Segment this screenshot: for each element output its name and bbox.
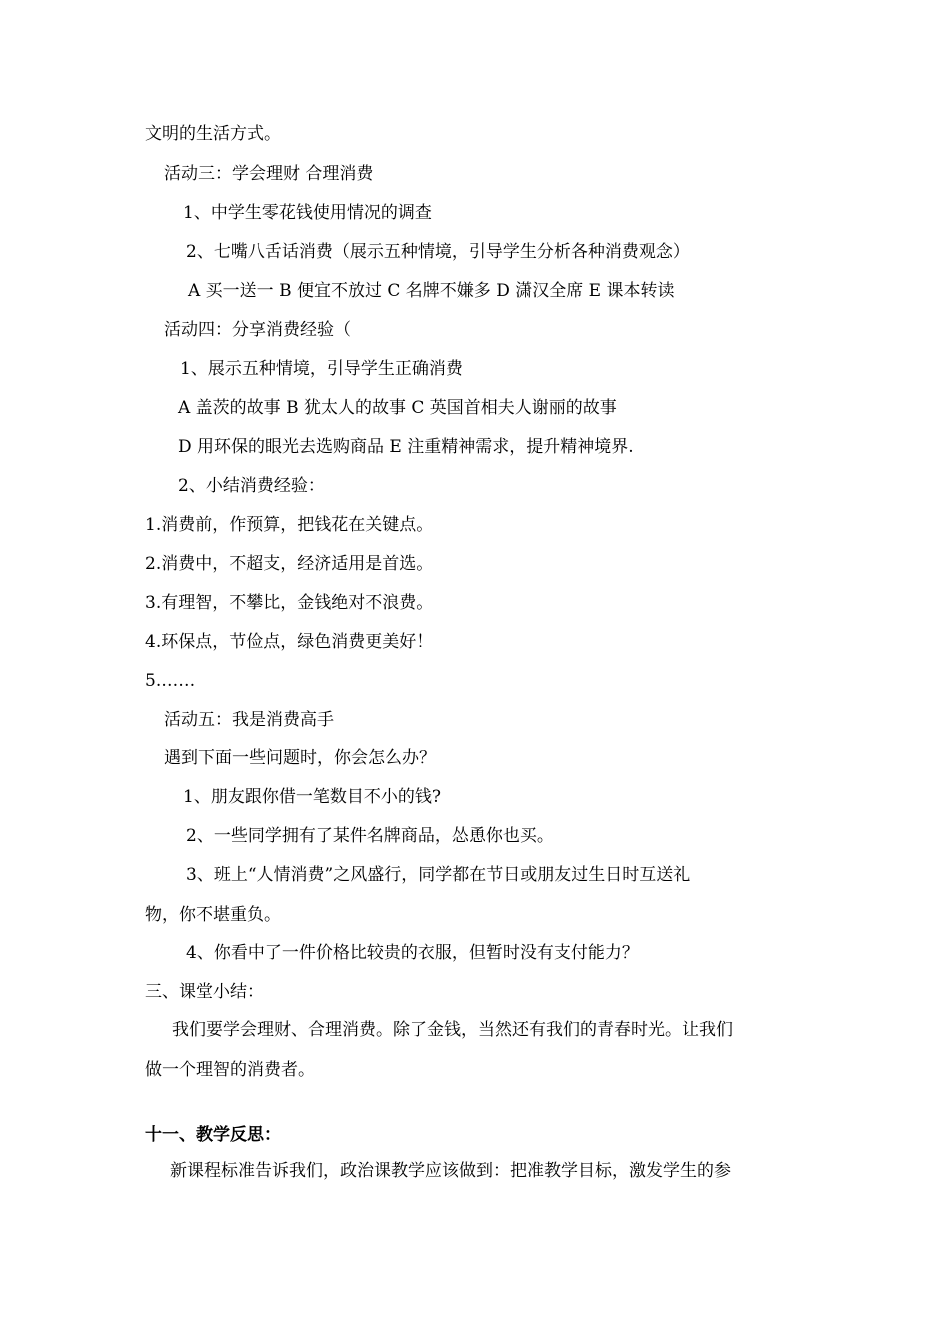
summary-point: 5.…… [145,671,196,691]
activity-heading: 活动四：分享消费经验（ [164,320,351,340]
list-item: 4、你看中了一件价格比较贵的衣服，但暂时没有支付能力？ [186,943,639,963]
summary-point: 4.环保点，节俭点，绿色消费更美好！ [145,632,434,652]
list-item: 2、七嘴八舌话消费（展示五种情境，引导学生分析各种消费观念） [186,242,690,262]
list-item: 1、朋友跟你借一笔数目不小的钱? [183,787,441,807]
summary-point: 1.消费前，作预算，把钱花在关键点。 [145,515,434,535]
paragraph-line: 物，你不堪重负。 [145,905,281,925]
paragraph-line: 我们要学会理财、合理消费。除了金钱，当然还有我们的青春时光。让我们 [172,1020,733,1040]
paragraph-line: 新课程标准告诉我们，政治课教学应该做到：把准教学目标，激发学生的参 [170,1161,731,1181]
options-line: D 用环保的眼光去选购商品 E 注重精神需求，提升精神境界. [178,437,634,457]
options-line: A 买一送一 B 便宜不放过 C 名牌不嫌多 D 潇汉全席 E 课本转读 [188,281,675,301]
section-heading: 三、课堂小结： [145,982,264,1002]
list-item: 2、小结消费经验： [178,476,325,496]
list-item: 3、班上“人情消费”之风盛行，同学都在节日或朋友过生日时互送礼 [186,865,691,885]
summary-point: 2.消费中，不超支，经济适用是首选。 [145,554,434,574]
paragraph-line: 做一个理智的消费者。 [145,1060,315,1080]
list-item: 2、一些同学拥有了某件名牌商品，怂恿你也买。 [186,826,554,846]
section-heading: 十一、教学反思： [145,1125,281,1145]
paragraph-line: 文明的生活方式。 [145,124,281,144]
options-line: A 盖茨的故事 B 犹太人的故事 C 英国首相夫人谢丽的故事 [178,398,617,418]
activity-heading: 活动五：我是消费高手 [164,710,334,730]
summary-point: 3.有理智，不攀比，金钱绝对不浪费。 [145,593,434,613]
activity-heading: 活动三：学会理财 合理消费 [164,164,374,184]
list-item: 1、中学生零花钱使用情况的调查 [183,203,432,223]
paragraph-line: 遇到下面一些问题时，你会怎么办？ [164,748,436,768]
list-item: 1、展示五种情境，引导学生正确消费 [180,359,463,379]
